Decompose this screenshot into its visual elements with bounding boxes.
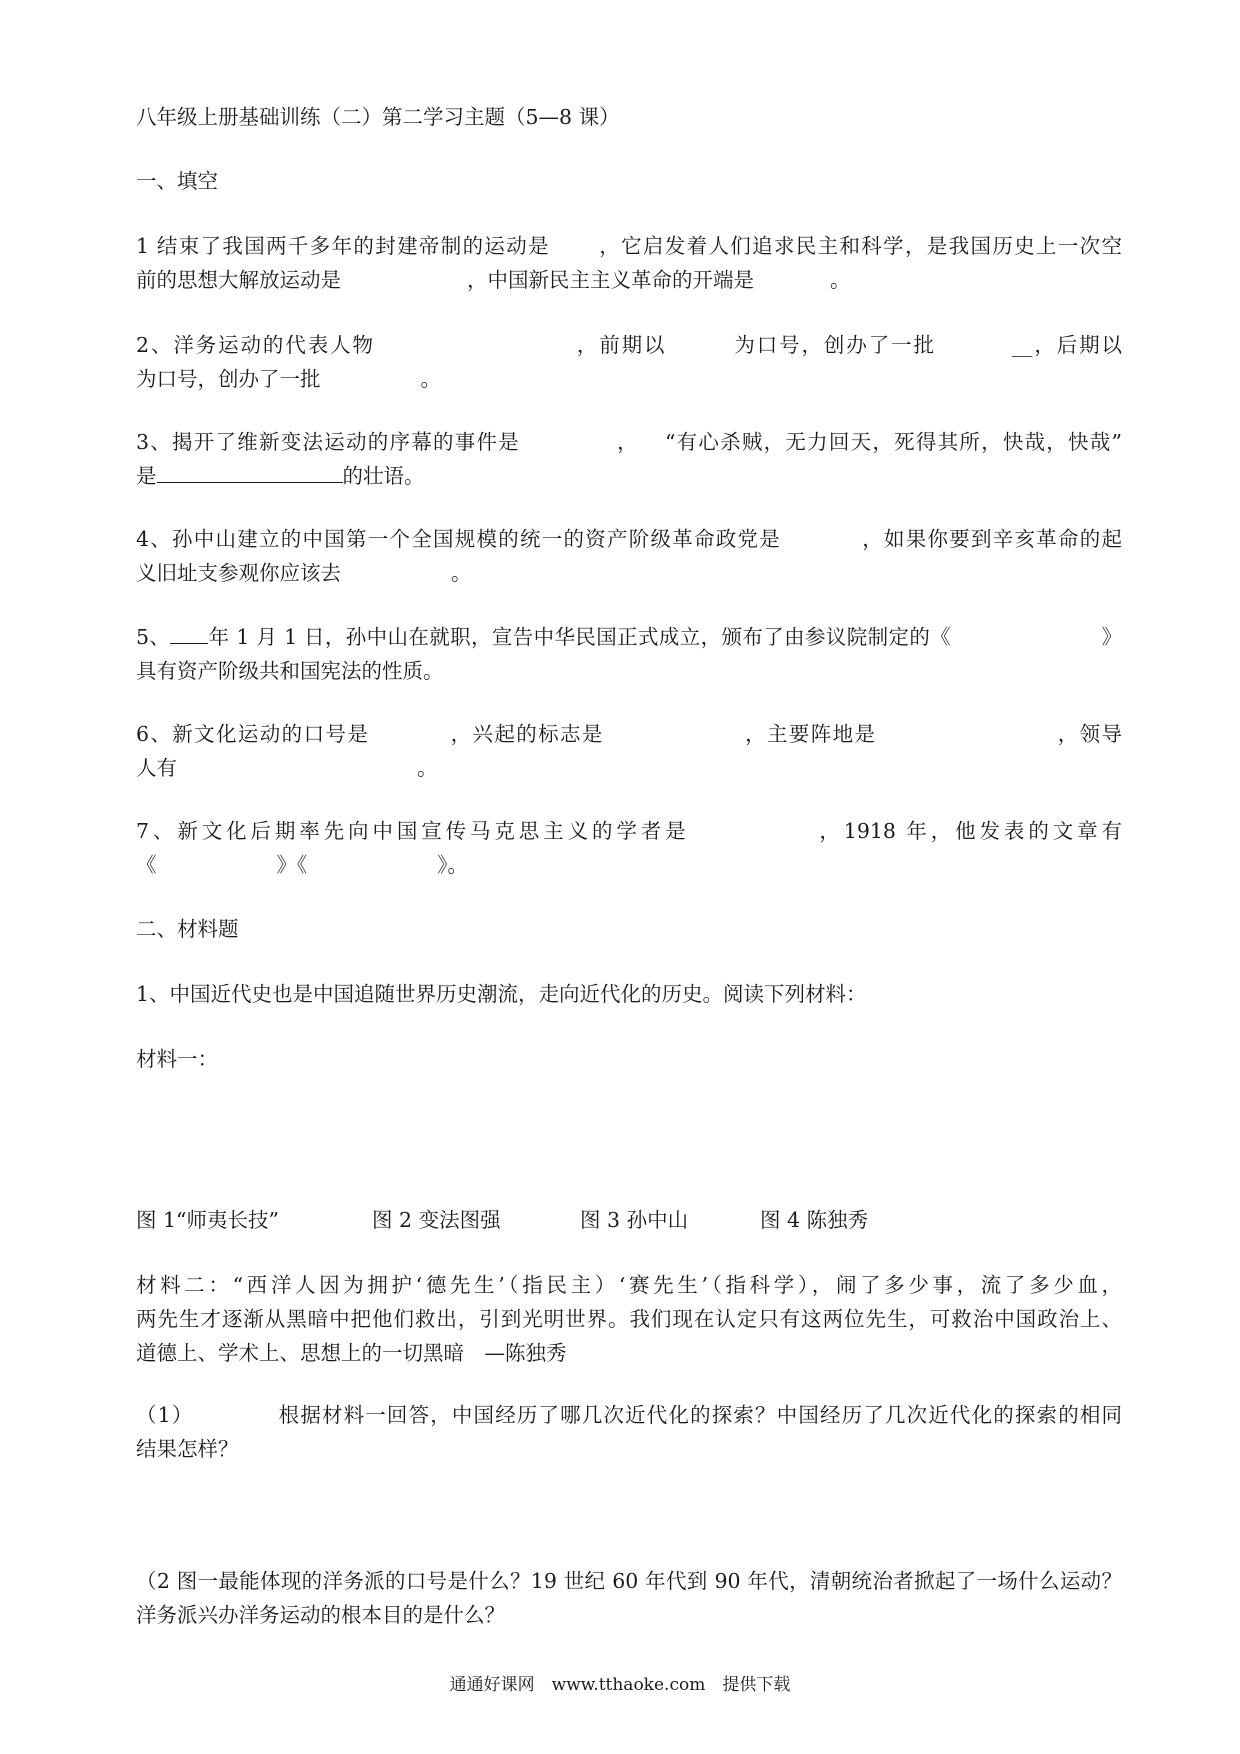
question-1-line-1: 1 结束了我国两千多年的封建帝制的运动是 ，它启发着人们追求民主和科学，是我国历史上一次空 (136, 234, 1122, 258)
figure-caption-4: 图 4 陈独秀 (760, 1208, 869, 1232)
question-5-line-2: 具有资产阶级共和国宪法的性质。 (136, 659, 444, 683)
answer-underline (157, 464, 343, 483)
sub-question-1-line-1: （1） 根据材料一回答，中国经历了哪几次近代化的探索？中国经历了几次近代化的探索的相同 (136, 1403, 1123, 1427)
question-2-line-1: 2、洋务运动的代表人物 ，前期以 为口号，创办了一批 __，后期以 (136, 333, 1123, 357)
material-one-label: 材料一： (136, 1047, 218, 1071)
material-two (136, 1268, 1122, 1370)
material-two-line-3: 道德上、学术上、思想上的一切黑暗 —陈独秀 (136, 1341, 567, 1365)
question-1-line-2: 前的思想大解放运动是 ，中国新民主主义革命的开端是 。 (136, 268, 851, 292)
section-heading-materials: 二、材料题 (136, 917, 239, 941)
sub-question-1 (136, 1398, 1122, 1466)
material-question-intro: 1、中国近代史也是中国追随世界历史潮流，走向近代化的历史。阅读下列材料： (136, 982, 867, 1006)
page-footer: 通通好课网 www.tthaoke.com 提供下载 (449, 1675, 791, 1695)
question-7 (136, 814, 1122, 882)
question-6 (136, 717, 1122, 785)
sub-question-2-line-1: （2 图一最能体现的洋务派的口号是什么？19 世纪 60 年代到 90 年代，清朝统治者掀起了一场什么运动？ (136, 1569, 1122, 1593)
figure-caption-1: 图 1“师夷长技” (136, 1208, 280, 1232)
question-4 (136, 522, 1122, 590)
question-2-line-2: 为口号，创办了一批 。 (136, 367, 441, 391)
question-2 (136, 328, 1122, 396)
question-7-line-1: 7、新文化后期率先向中国宣传马克思主义的学者是 ，1918 年，他发表的文章有 (136, 819, 1122, 843)
figure-caption-2: 图 2 变法图强 (372, 1208, 501, 1232)
question-3-line-2: 是 的壮语。 (136, 464, 425, 488)
sub-question-2 (136, 1564, 1122, 1632)
material-two-line-1: 材料二：“西洋人因为拥护‘德先生’（指民主）‘赛先生’（指科学），闹了多少事，流了多少血， (136, 1273, 1122, 1297)
question-5 (136, 620, 1122, 688)
question-4-line-1: 4、孙中山建立的中国第一个全国规模的统一的资产阶级革命政党是 ，如果你要到辛亥革命的起 (136, 527, 1123, 551)
material-two-line-2: 两先生才逐渐从黑暗中把他们救出，引到光明世界。我们现在认定只有这两位先生，可救治中国政治上、 (136, 1307, 1122, 1331)
question-1 (136, 229, 1122, 297)
section-heading-fill-blank: 一、填空 (136, 169, 218, 193)
document-title: 八年级上册基础训练（二）第二学习主题（5—8 课） (136, 105, 620, 129)
answer-underline (170, 625, 208, 644)
sub-question-2-line-2: 洋务派兴办洋务运动的根本目的是什么？ (136, 1603, 505, 1627)
question-5-line-1: 5、 年 1 月 1 日，孙中山在就职，宣告中华民国正式成立，颁布了由参议院制定的《 》 (136, 625, 1122, 649)
sub-question-1-line-2: 结果怎样？ (136, 1437, 239, 1461)
question-4-line-2: 义旧址支参观你应该去 。 (136, 561, 472, 585)
question-3-line-1: 3、揭开了维新变法运动的序幕的事件是 ， “有心杀贼，无力回天，死得其所，快哉，快哉” (136, 430, 1123, 454)
question-3 (136, 425, 1122, 493)
figure-caption-3: 图 3 孙中山 (580, 1208, 689, 1232)
question-6-line-2: 人有 。 (136, 756, 438, 780)
question-7-line-2: 《 》《 》。 (136, 853, 468, 877)
question-6-line-1: 6、新文化运动的口号是 ，兴起的标志是 ，主要阵地是 ，领导 (136, 722, 1123, 746)
